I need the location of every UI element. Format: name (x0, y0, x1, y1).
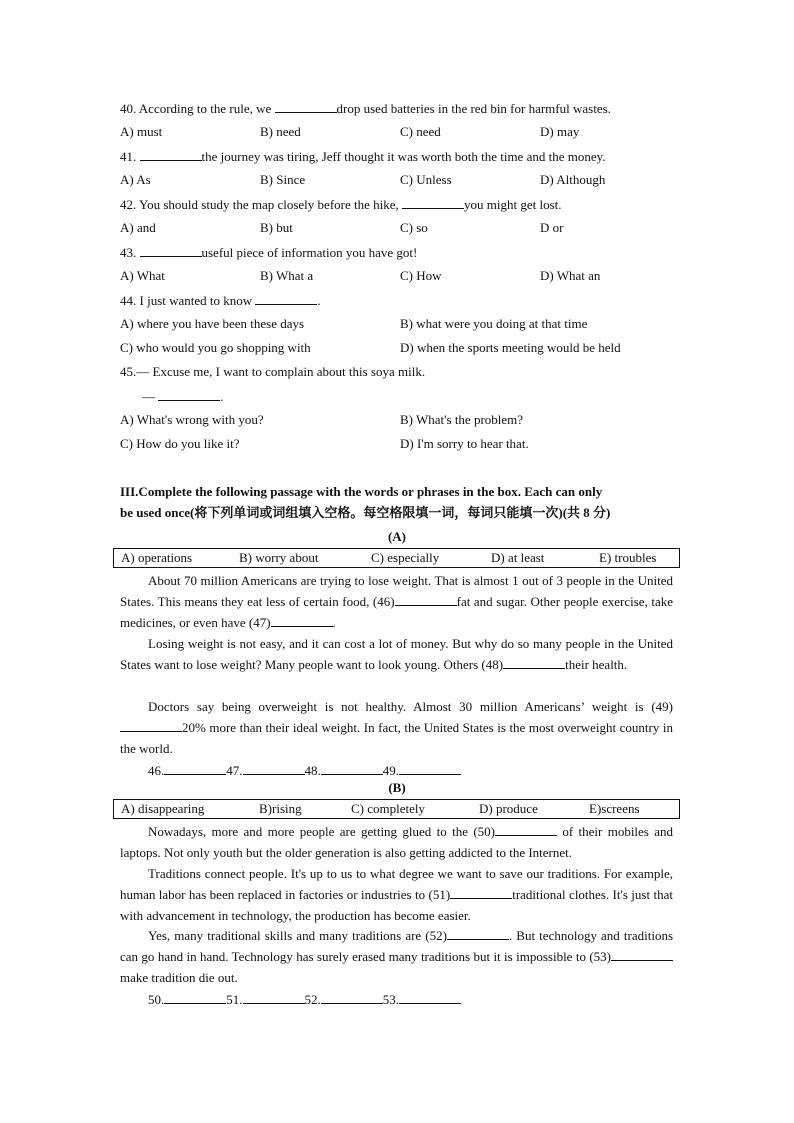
answer-blank[interactable] (158, 388, 220, 401)
section-3-heading (120, 481, 675, 523)
blank-50[interactable] (495, 823, 557, 836)
answer-field-51[interactable] (243, 991, 305, 1004)
question-41-options (120, 172, 680, 188)
word-option-b: B) worry about (239, 550, 319, 565)
option-a: A) What (120, 268, 165, 283)
option-c: C) need (400, 124, 441, 139)
option-b: B) Since (260, 172, 306, 187)
part-b-paragraph-2 (120, 863, 673, 926)
option-c: C) How (400, 268, 442, 283)
option-a: A) must (120, 124, 163, 139)
paragraph-text: Losing weight is not easy, and it can cost a lot of money. But why do so many people in the United States want to lose weight? Many people want to look young. Others (48) (120, 636, 673, 672)
option-a: A) What's wrong with you? (120, 412, 264, 427)
part-a-paragraph-3 (120, 696, 673, 759)
option-c: C) who would you go shopping with (120, 340, 311, 355)
word-option-c: C) especially (371, 550, 440, 565)
option-c: C) so (400, 220, 428, 235)
part-b-answer-line (148, 991, 461, 1008)
part-a-word-box (113, 548, 680, 568)
option-d: D) I'm sorry to hear that. (400, 436, 529, 451)
option-b: B) What's the problem? (400, 412, 524, 427)
word-option-a: A) disappearing (121, 801, 205, 816)
question-44-options-row2 (120, 340, 680, 356)
blank-51[interactable] (450, 886, 512, 899)
section-3-heading-line1: III.Complete the following passage with the words or phrases in the box. Each can only (120, 484, 603, 499)
blank-53[interactable] (611, 948, 673, 961)
answer-blank[interactable] (255, 292, 317, 305)
paragraph-text: make tradition die out. (120, 970, 238, 985)
question-stem: — Excuse me, I want to complain about this soya milk. (136, 364, 426, 379)
question-stem-end: drop used batteries in the red bin for harmful wastes. (336, 101, 611, 116)
reply-end: . (220, 389, 224, 404)
question-stem-end: useful piece of information you have got! (201, 245, 418, 260)
question-stem-end: the journey was tiring, Jeff thought it was worth both the time and the money. (201, 149, 606, 164)
blank-49[interactable] (120, 719, 182, 732)
part-b-label: (B) (388, 780, 406, 795)
question-stem: You should study the map closely before the hike, (139, 197, 403, 212)
option-b: B) need (260, 124, 301, 139)
part-a-answer-line (148, 762, 461, 779)
paragraph-text: Yes, many traditional skills and many traditions are (52) (148, 928, 447, 943)
answer-field-50[interactable] (164, 991, 226, 1004)
reply-dash: — (142, 389, 159, 404)
paragraph-text: fat and sugar. Other people exercise, take medicines, or even have (47) (120, 594, 674, 630)
answer-blank[interactable] (275, 100, 337, 113)
paragraph-text: Doctors say being overweight is not healthy. Almost 30 million Americans’ weight is (49) (148, 699, 673, 714)
question-45 (120, 364, 425, 380)
word-option-b: B)rising (259, 801, 302, 816)
question-stem: According to the rule, we (138, 101, 275, 116)
answer-blank[interactable] (140, 244, 202, 257)
paragraph-text: traditional clothes. It's just that with advancement in technology, the production has become easier. (120, 887, 674, 923)
option-d: D) Although (540, 172, 606, 187)
question-number: 41. (120, 149, 137, 164)
answer-label-47: 47. (226, 763, 243, 778)
blank-48[interactable] (503, 656, 565, 669)
option-a: A) As (120, 172, 151, 187)
question-number: 43. (120, 245, 137, 260)
option-c: C) How do you like it? (120, 436, 240, 451)
option-b: B) what were you doing at that time (400, 316, 588, 331)
answer-blank[interactable] (140, 148, 202, 161)
answer-label-51: 51. (226, 992, 243, 1007)
word-option-a: A) operations (121, 550, 193, 565)
option-d: D or (540, 220, 564, 235)
question-45-reply (142, 388, 224, 404)
part-b-paragraph-1 (120, 821, 673, 863)
answer-field-52[interactable] (321, 991, 383, 1004)
word-option-e: E)screens (589, 801, 640, 816)
question-45-options-row1 (120, 412, 680, 428)
part-b-paragraph-3 (120, 925, 673, 988)
option-d: D) What an (540, 268, 601, 283)
question-stem: I just wanted to know (139, 293, 256, 308)
paragraph-text: Traditions connect people. It's up to us to what degree we want to save our traditions. For example, human labor has been replaced in factories or industries to (51) (120, 866, 673, 902)
question-number: 42. (120, 197, 137, 212)
answer-blank[interactable] (402, 196, 464, 209)
answer-label-52: 52. (304, 992, 321, 1007)
option-d: D) may (540, 124, 580, 139)
paragraph-text: 20% more than their ideal weight. In fact, the United States is the most overweight country in the world. (120, 720, 673, 756)
blank-47[interactable] (271, 614, 333, 627)
answer-label-53: 53. (382, 992, 399, 1007)
word-option-e: E) troubles (599, 550, 657, 565)
paragraph-text: their health. (565, 657, 628, 672)
question-42 (120, 196, 562, 212)
answer-label-49: 49. (382, 763, 399, 778)
paragraph-text: About 70 million Americans are trying to lose weight. That is almost 1 out of 3 people in the United States. This means they eat less of certain food, (46) (120, 573, 673, 609)
word-option-c: C) completely (351, 801, 426, 816)
question-number: 44. (120, 293, 137, 308)
option-d: D) when the sports meeting would be held (400, 340, 621, 355)
part-b-word-box (113, 799, 680, 819)
question-45-options-row2 (120, 436, 680, 452)
answer-label-48: 48. (304, 763, 321, 778)
answer-field-46[interactable] (164, 762, 226, 775)
question-40-options (120, 124, 680, 140)
blank-52[interactable] (447, 927, 509, 940)
answer-field-47[interactable] (243, 762, 305, 775)
question-40 (120, 100, 611, 116)
paragraph-text: of their mobiles and laptops. Not only youth but the older generation is also getting addicted to the Internet. (120, 824, 673, 860)
part-a-paragraph-1 (120, 570, 673, 633)
option-c: C) Unless (400, 172, 452, 187)
option-a: A) where you have been these days (120, 316, 305, 331)
question-number: 40. (120, 101, 137, 116)
question-43-options (120, 268, 680, 284)
option-a: A) and (120, 220, 156, 235)
question-stem-end: . (317, 293, 321, 308)
paragraph-text: Nowadays, more and more people are getting glued to the (50) (148, 824, 495, 839)
answer-field-48[interactable] (321, 762, 383, 775)
question-41 (120, 148, 606, 164)
paragraph-text: . (332, 615, 336, 630)
part-a-label: (A) (387, 529, 407, 544)
answer-field-49[interactable] (399, 762, 461, 775)
part-a-paragraph-2 (120, 633, 673, 675)
section-3-heading-line2: be used once(将下列单词或词组填入空格。每空格限填一词，每词只能填一次)(共 8 分) (120, 505, 611, 520)
question-stem-end: you might get lost. (464, 197, 562, 212)
blank-46[interactable] (395, 593, 457, 606)
question-number: 45. (120, 364, 137, 379)
answer-field-53[interactable] (399, 991, 461, 1004)
question-42-options (120, 220, 680, 236)
word-option-d: D) produce (479, 801, 538, 816)
option-b: B) What a (260, 268, 314, 283)
question-43 (120, 244, 417, 260)
question-44 (120, 292, 321, 308)
word-option-d: D) at least (491, 550, 545, 565)
answer-label-50: 50. (148, 992, 165, 1007)
option-b: B) but (260, 220, 293, 235)
answer-label-46: 46. (148, 763, 165, 778)
question-44-options-row1 (120, 316, 680, 332)
paragraph-text: . But technology and traditions can go hand in hand. Technology has surely erased many traditions but it is impossible to (53) (120, 928, 674, 964)
